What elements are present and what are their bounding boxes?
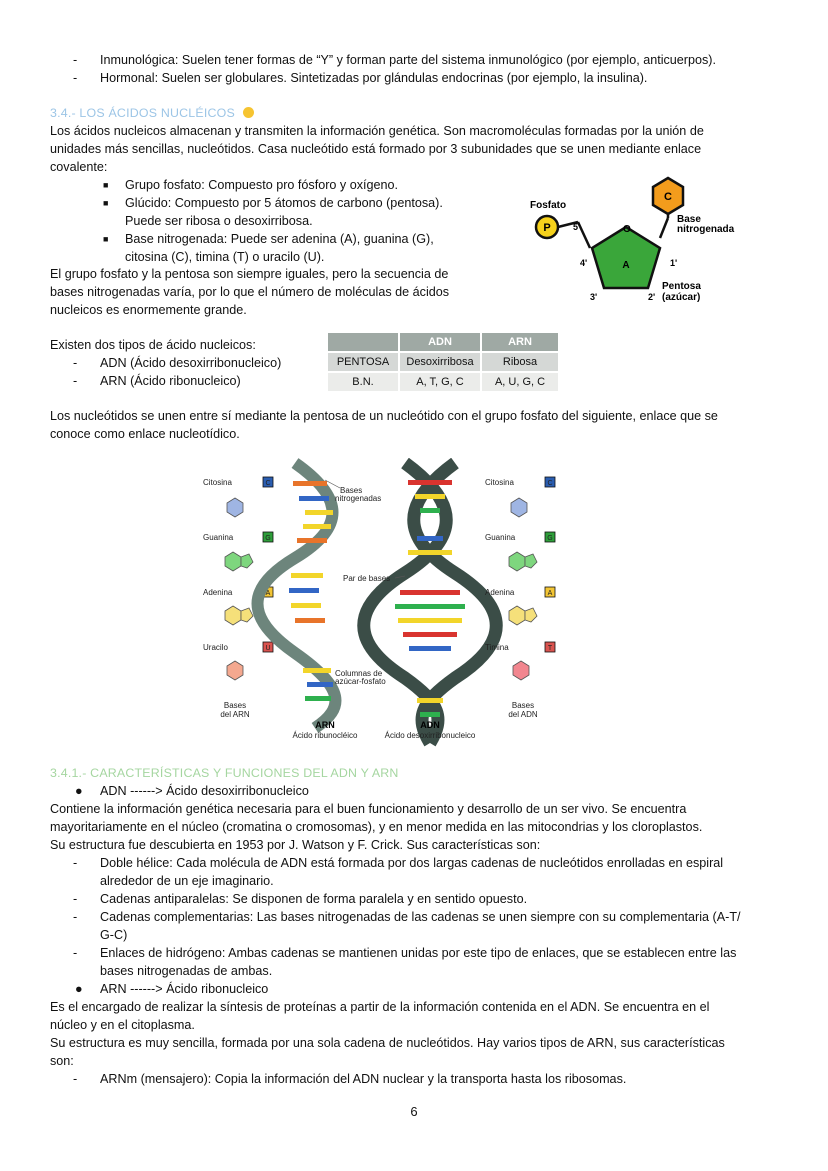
table-cell: A, T, G, C <box>400 373 480 391</box>
rna-base-bar <box>291 573 323 578</box>
section-heading-3-4-1: 3.4.1.- CARACTERÍSTICAS Y FUNCIONES DEL ADN Y ARN <box>50 766 399 780</box>
list-dash: - <box>73 53 78 67</box>
adn-caption-title: ADN <box>420 720 440 730</box>
base-letter: C <box>265 480 271 487</box>
rna-base-bar <box>295 618 325 623</box>
page-number: 6 <box>410 1104 418 1119</box>
c3-label: 3' <box>590 292 598 302</box>
nucleotide-diagram <box>520 170 770 310</box>
dna-base-bar <box>408 480 452 485</box>
text-line: Su estructura es muy sencilla, formada por una sola cadena de nucleótidos. Hay varios tipos de ARN, sus características <box>50 1036 725 1050</box>
text-line: son: <box>50 1054 74 1068</box>
table-header-row <box>328 333 558 351</box>
table-header-adn: ADN <box>400 333 480 351</box>
comparison-table <box>326 331 560 393</box>
bases-arn-label: Bases <box>223 701 247 710</box>
guanina-ring <box>525 554 537 568</box>
c-label: C <box>664 191 672 203</box>
base-letter: C <box>547 480 553 487</box>
component-fosfato: Grupo fosfato: Compuesto pro fósforo y oxígeno. <box>125 178 399 192</box>
dna-base-bar <box>420 712 440 717</box>
table-header-arn: ARN <box>482 333 558 351</box>
feature-item: Enlaces de hidrógeno: Ambas cadenas se mantienen unidas por este tipo de enlaces, que se establecen entre las <box>100 946 737 960</box>
dna-helix <box>364 463 497 743</box>
c1-label: 1' <box>670 258 678 268</box>
table-cell: B.N. <box>328 373 398 391</box>
text-line: Los ácidos nucleicos almacenan y transmiten la información genética. Son macromoléculas formadas por la unión de <box>50 124 704 138</box>
feature-item: Cadenas complementarias: Las bases nitrogenadas de las cadenas se unen siempre con su complementaria (A-T/ <box>100 910 741 924</box>
o-label: O <box>623 224 631 235</box>
rna-base-bar <box>297 538 327 543</box>
base-label-1: Base <box>677 214 701 225</box>
component-base-cont: citosina (C), timina (T) o uracilo (U). <box>125 250 325 264</box>
list-dash: - <box>73 374 78 388</box>
square-bullet-icon: ■ <box>103 198 109 208</box>
left-base-name: Uracilo <box>203 643 228 652</box>
base-letter: G <box>547 535 553 542</box>
rna-base-bar <box>299 496 329 501</box>
right-base-name: Guanina <box>485 533 516 542</box>
uracilo-molecule-icon <box>227 661 243 680</box>
left-base-name: Adenina <box>203 588 233 597</box>
rna-base-bar <box>303 524 331 529</box>
arn-type-item: ARNm (mensajero): Copia la información del ADN nuclear y la transporta hasta los ribosomas. <box>100 1072 627 1086</box>
list-dash: - <box>73 356 78 370</box>
type-arn: ARN (Ácido ribonucleico) <box>100 374 241 388</box>
base-letter: G <box>265 535 271 542</box>
table-row <box>328 353 558 371</box>
text-line: núcleo y en el citoplasma. <box>50 1018 195 1032</box>
citosina-molecule-icon <box>511 498 527 517</box>
types-intro: Existen dos tipos de ácido nucleicos: <box>50 338 256 352</box>
adn-bullet: ADN ------> Ácido desoxirribonucleico <box>100 784 309 798</box>
bases-adn-label-2: del ADN <box>508 710 538 719</box>
adenina-ring <box>525 608 537 622</box>
feature-item: Doble hélice: Cada molécula de ADN está formada por dos largas cadenas de nucleótidos enrolladas en espiral <box>100 856 724 870</box>
table-cell: Ribosa <box>482 353 558 371</box>
component-glucido: Glúcido: Compuesto por 5 átomos de carbono (pentosa). <box>125 196 443 210</box>
c5-label: 5' <box>573 222 581 232</box>
dna-base-bar <box>417 698 443 703</box>
link-paragraph <box>50 407 718 443</box>
dna-rna-figure <box>195 458 565 748</box>
component-base: Base nitrogenada: Puede ser adenina (A), guanina (G), <box>125 232 434 246</box>
left-base-name: Guanina <box>203 533 234 542</box>
text-line: mayoritariamente en el núcleo (cromatina o cromosomas), y en menor medida en las mitocondrias y los cloroplastos. <box>50 820 703 834</box>
list-dash: - <box>73 1072 78 1086</box>
right-base-name: Timina <box>485 643 509 652</box>
base-label-2: nitrogenada <box>677 224 735 235</box>
table-row <box>328 373 558 391</box>
base-letter: A <box>547 590 553 597</box>
right-bases-column <box>485 477 555 719</box>
adenina-molecule-icon <box>225 606 241 625</box>
right-base-name: Citosina <box>485 478 514 487</box>
label-columnas: Columnas de <box>335 669 383 678</box>
feature-item-cont: G-C) <box>100 928 128 942</box>
guanina-molecule-icon <box>225 552 241 571</box>
dna-base-bar <box>409 646 451 651</box>
c2-label: 2' <box>648 292 656 302</box>
a-label: A <box>622 260 630 271</box>
adenina-ring <box>241 608 253 622</box>
feature-item-cont: bases nitrogenadas de ambas. <box>100 964 273 978</box>
base-letter: A <box>265 590 271 597</box>
pentosa-label-1: Pentosa <box>662 281 701 292</box>
timina-molecule-icon <box>513 661 529 680</box>
label-bases-nitrogenadas: Bases <box>340 486 363 495</box>
list-dash: - <box>73 946 78 960</box>
guanina-ring <box>241 554 253 568</box>
right-base-name: Adenina <box>485 588 515 597</box>
adenina-molecule-icon <box>509 606 525 625</box>
label-bases-nitrogenadas-2: nitrogenadas <box>335 494 382 503</box>
rna-base-bar <box>289 588 319 593</box>
list-dash: - <box>73 71 78 85</box>
square-bullet-icon: ■ <box>103 180 109 190</box>
rna-base-bar <box>305 510 333 515</box>
text-line: nucleicos es enormemente grande. <box>50 303 247 317</box>
text-line: Contiene la información genética necesaria para el buen funcionamiento y desarrollo de un ser vivo. Se encuentra <box>50 802 687 816</box>
text-line: unidades más sencillas, nucleótidos. Casa nucleótido está formado por 3 subunidades que se unen mediante enlace <box>50 142 702 156</box>
list-dash: - <box>73 910 78 924</box>
rna-base-bar <box>307 682 333 687</box>
after-paragraph <box>50 265 449 319</box>
arn-paragraph <box>50 998 725 1070</box>
base-letter: U <box>265 645 271 652</box>
pentosa-label-2: (azúcar) <box>662 292 701 303</box>
type-adn: ADN (Ácido desoxirribonucleico) <box>100 356 282 370</box>
bases-arn-label-2: del ARN <box>220 710 250 719</box>
rna-base-bar <box>305 696 331 701</box>
dna-base-bar <box>400 590 460 595</box>
p-label: P <box>543 222 551 234</box>
fosfato-label: Fosfato <box>530 200 567 211</box>
list-dash: - <box>73 856 78 870</box>
feature-item: Cadenas antiparalelas: Se disponen de forma paralela y en sentido opuesto. <box>100 892 528 906</box>
dna-base-bar <box>395 604 465 609</box>
dna-base-bar <box>417 536 443 541</box>
pentose-pentagon <box>592 227 660 288</box>
adn-caption-sub: Ácido desoxirribonucleico <box>384 731 476 740</box>
left-base-name: Citosina <box>203 478 232 487</box>
arn-caption-sub: Ácido ribunocléico <box>292 731 358 740</box>
adn-paragraph <box>50 800 702 854</box>
heading-text: 3.4.- LOS ÁCIDOS NUCLÉICOS <box>50 106 235 120</box>
component-glucido-cont: Puede ser ribosa o desoxirribosa. <box>125 214 313 228</box>
text-line: Los nucleótidos se unen entre sí mediante la pentosa de un nucleótido con el grupo fosfato del siguiente, enlace que se <box>50 409 718 423</box>
top-list-item: Inmunológica: Suelen tener formas de “Y” y forman parte del sistema inmunológico (por ejemplo, anticuerpos). <box>100 53 716 67</box>
table-cell: PENTOSA <box>328 353 398 371</box>
rna-base-bar <box>303 668 331 673</box>
label-par-de-bases: Par de bases <box>343 574 391 583</box>
text-line: conoce como enlace nucleotídico. <box>50 427 240 441</box>
dna-base-bar <box>408 550 452 555</box>
rna-base-bar <box>291 603 321 608</box>
top-list-item: Hormonal: Suelen ser globulares. Sintetizadas por glándulas endocrinas (por ejemplo, la insulina). <box>100 71 648 85</box>
square-bullet-icon: ■ <box>103 234 109 244</box>
dna-base-bar <box>398 618 462 623</box>
dna-base-bar <box>403 632 457 637</box>
yellow-dot-icon <box>243 107 254 118</box>
table-cell: Desoxirribosa <box>400 353 480 371</box>
dna-base-bar <box>420 508 440 513</box>
dna-base-bar <box>415 494 445 499</box>
arn-bullet: ARN ------> Ácido ribonucleico <box>100 982 269 996</box>
base-letter: T <box>547 645 553 652</box>
text-line: Su estructura fue descubierta en 1953 por J. Watson y F. Crick. Sus características son: <box>50 838 541 852</box>
text-line: covalente: <box>50 160 108 174</box>
bases-adn-label: Bases <box>511 701 535 710</box>
bullet-icon: ● <box>75 982 83 996</box>
rna-base-bar <box>293 481 327 486</box>
guanina-molecule-icon <box>509 552 525 571</box>
bullet-icon: ● <box>75 784 83 798</box>
text-line: bases nitrogenadas varía, por lo que el número de moléculas de ácidos <box>50 285 450 299</box>
label-columnas-2: azúcar-fosfato <box>335 677 386 686</box>
text-line: El grupo fosfato y la pentosa son siempre iguales, pero la secuencia de <box>50 267 449 281</box>
table-header-empty <box>328 333 398 351</box>
section-heading-3-4 <box>50 104 254 122</box>
feature-item-cont: alrededor de un eje imaginario. <box>100 874 274 888</box>
list-dash: - <box>73 892 78 906</box>
intro-paragraph <box>50 122 704 176</box>
citosina-molecule-icon <box>227 498 243 517</box>
c4-label: 4' <box>580 258 588 268</box>
arn-caption-title: ARN <box>315 720 335 730</box>
text-line: Es el encargado de realizar la síntesis de proteínas a partir de la información contenida en el ADN. Se encuentra en el <box>50 1000 710 1014</box>
table-cell: A, U, G, C <box>482 373 558 391</box>
